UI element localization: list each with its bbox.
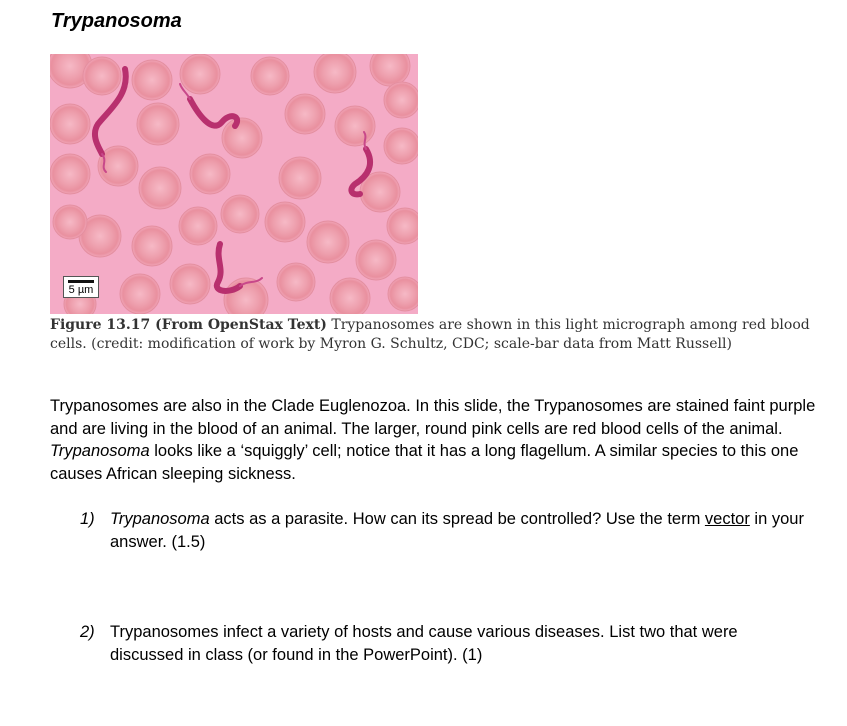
question-1-number: 1): [80, 510, 95, 528]
micrograph-image: [50, 54, 418, 314]
question-2: [80, 621, 820, 667]
figure-caption: [50, 316, 820, 354]
question-2-number: 2): [80, 623, 95, 641]
question-1-underlined-term: vector: [704, 510, 750, 528]
question-2-text: Trypanosomes infect a variety of hosts and cause various diseases. List two that were discussed in class (or found in the PowerPoint). (1): [110, 623, 738, 664]
figure-caption-text: Trypanosomes are shown in this light micrograph among red blood cells. (credit: modification of work by Myron G. Schultz, CDC; scale-bar data from Matt Russell): [50, 317, 810, 352]
scale-bar-line: [68, 280, 94, 283]
trypanosome-micrograph: [50, 54, 418, 314]
intro-text-1: Trypanosomes are also in the Clade Euglenozoa. In this slide, the Trypanosomes are stained faint purple and are living in the blood of an animal. The larger, round pink cells are red blood cells of the animal.: [50, 397, 816, 438]
intro-paragraph: [50, 395, 825, 485]
question-1: [80, 508, 820, 554]
page-title: Trypanosoma: [51, 10, 182, 32]
scale-bar-label: 5 µm: [68, 284, 94, 296]
question-1-italic: Trypanosoma: [110, 510, 210, 528]
question-1-text-2: in your answer. (1.5): [110, 510, 804, 551]
figure-caption-title: Figure 13.17 (From OpenStax Text): [50, 317, 327, 333]
question-1-text-1: acts as a parasite. How can its spread be controlled? Use the term: [209, 510, 705, 528]
intro-text-2: looks like a ‘squiggly’ cell; notice that it has a long flagellum. A similar species to this one causes African sleeping sickness.: [50, 442, 799, 483]
intro-italic-genus: Trypanosoma: [50, 442, 150, 461]
scale-bar: [63, 276, 99, 298]
